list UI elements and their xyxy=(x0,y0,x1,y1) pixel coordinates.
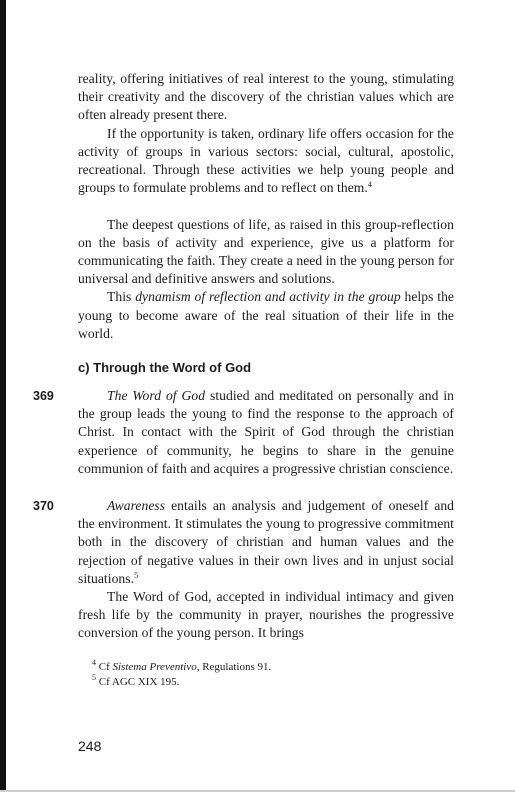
section-heading: c) Through the Word of God xyxy=(78,360,252,375)
emphasis-text: dynamism of reflection and activity in the group xyxy=(135,289,401,305)
footnote-mark: 5 xyxy=(92,673,96,682)
footnote-text: Cf AGC XIX 195. xyxy=(98,676,180,688)
paragraph-text: helps the young to become aware of the real situation of their life in the world. xyxy=(78,289,455,341)
footnote-text: Regulations 91. xyxy=(202,661,272,673)
footnote-reference: 5 xyxy=(134,570,139,580)
paragraph-text: studied and meditated on personally and in the group leads the young to find the response to the approach of Christ. In contact with the Spirit of God through the christian experience of community, he begins to share in the genuine communion of faith and acquires a progressive christian conscience. xyxy=(78,388,455,476)
paragraph-word-of-god xyxy=(78,387,454,478)
margin-number-369: 369 xyxy=(33,389,54,403)
footnote-emphasis: Sistema Preventivo, xyxy=(112,661,200,673)
paragraph-activity-of-groups xyxy=(78,125,454,198)
paragraph-text: This xyxy=(107,289,132,305)
footnote-mark: 4 xyxy=(92,658,96,667)
paragraph-continued xyxy=(78,70,454,125)
paragraph-text: The Word of God, accepted in individual intimacy and given fresh life by the community in prayer, nourishes the progressive conversion of the young person. It brings xyxy=(78,589,454,641)
footnote-reference: 4 xyxy=(367,180,372,190)
footnote-4 xyxy=(92,660,271,674)
paragraph-text: The deepest questions of life, as raised in this group-reflection on the basis of activity and experience, give us a platform for communicating the faith. They create a need in the young person for universal and definitive answers and solutions. xyxy=(78,216,454,287)
footnote-5 xyxy=(92,675,179,689)
page-number: 248 xyxy=(78,738,102,754)
paragraph-text: If the opportunity is taken, ordinary life offers occasion for the activity of groups in various sectors: social, cultural, apostolic, recreational. Through these activities we help young people and groups to formulate problems and to reflect on them. xyxy=(78,125,454,196)
paragraph-word-accepted xyxy=(78,588,454,643)
paragraph-awareness xyxy=(78,497,454,588)
emphasis-text: Awareness xyxy=(107,498,166,513)
margin-number-370: 370 xyxy=(33,499,54,513)
page-edge-shadow xyxy=(0,0,6,792)
paragraph-deepest-questions xyxy=(78,216,454,289)
paragraph-text: reality, offering initiatives of real interest to the young, stimulating their creativity and the discovery of the christian values which are often already present there. xyxy=(78,71,454,123)
paragraph-dynamism xyxy=(78,288,454,343)
emphasis-text: The Word of God xyxy=(107,388,206,403)
footnote-text: Cf xyxy=(98,661,110,673)
paragraph-text: entails an analysis and judgement of oneself and the environment. It stimulates the young to progressive commitment both in the discovery of christian and human values and the rejection of negative values in their own lives and in unjust social situations. xyxy=(78,498,455,586)
